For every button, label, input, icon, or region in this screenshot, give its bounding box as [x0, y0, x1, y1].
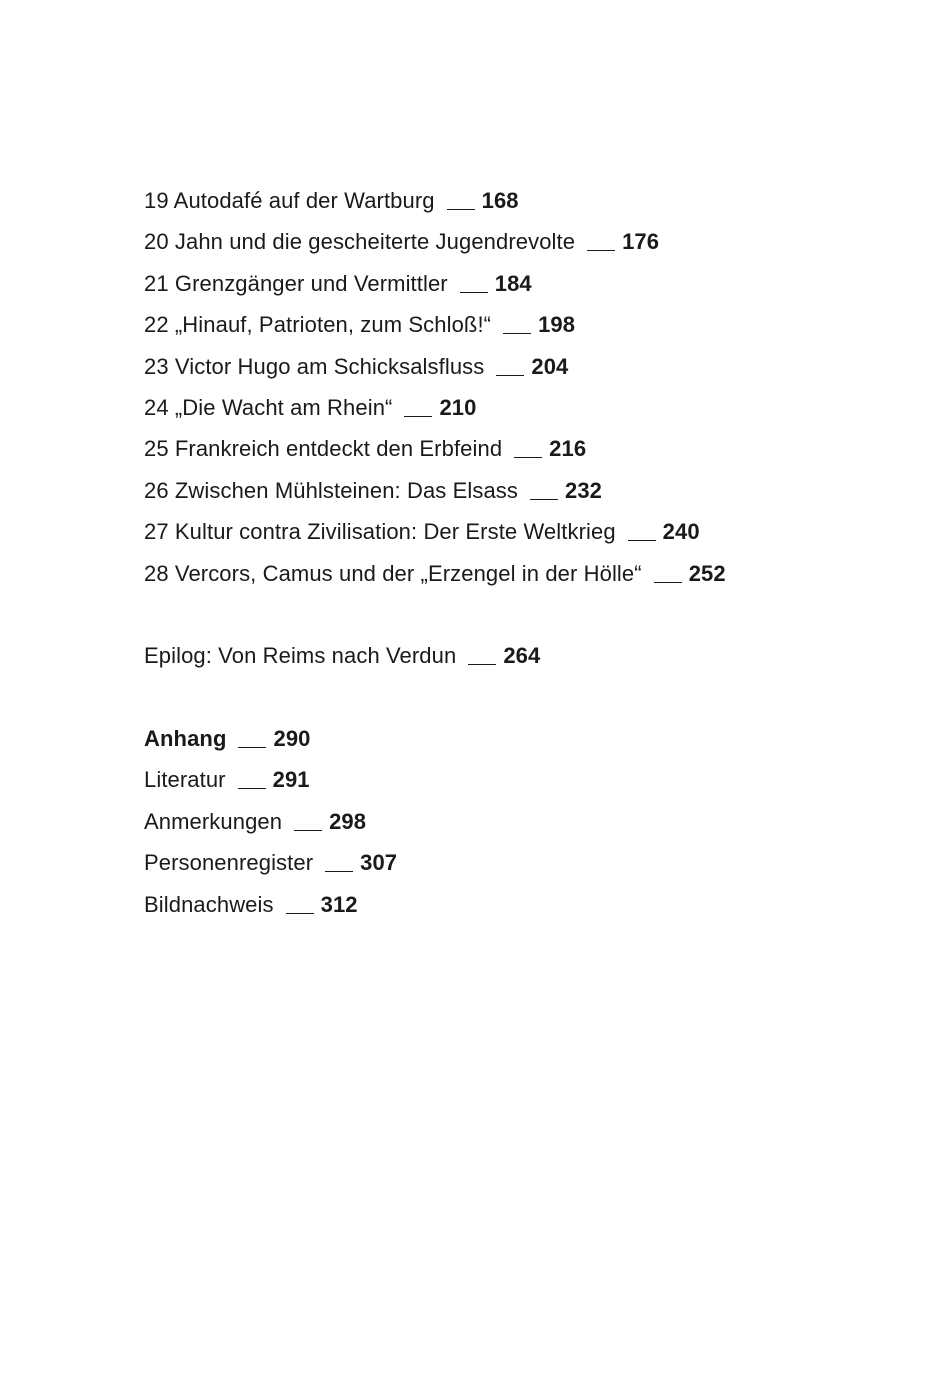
- toc-entry-chapter-22: [144, 307, 904, 348]
- leader-line: [587, 248, 615, 251]
- toc-entry-anmerkungen: [144, 804, 904, 845]
- toc-entry-anhang: [144, 721, 904, 762]
- leader-line: [286, 911, 314, 914]
- toc-entry-chapter-25: [144, 431, 904, 472]
- toc-entry-title: Anmerkungen: [144, 808, 283, 834]
- toc-entry-chapter-28: [144, 556, 904, 597]
- toc-entry-page: 216: [549, 436, 587, 462]
- toc-entry-title: 27 Kultur contra Zivilisation: Der Erste Weltkrieg: [144, 519, 616, 545]
- toc-entry-page: 240: [662, 519, 700, 545]
- toc-entry-title: 26 Zwischen Mühlsteinen: Das Elsass: [144, 477, 518, 503]
- toc-entry-title: Literatur: [144, 767, 226, 793]
- leader-line: [628, 538, 656, 541]
- toc-entry-title: 24 „Die Wacht am Rhein“: [144, 394, 393, 420]
- toc-entry-chapter-24: [144, 390, 904, 431]
- toc-entry-title: Bildnachweis: [144, 891, 274, 917]
- toc-entry-page: 290: [273, 726, 311, 752]
- toc-entry-page: 307: [360, 850, 398, 876]
- toc-section-heading: Anhang: [144, 726, 227, 752]
- toc-entry-epilog: [144, 638, 904, 679]
- toc-entry-page: 176: [622, 229, 660, 255]
- toc-entry-page: 184: [494, 270, 532, 296]
- leader-line: [294, 828, 322, 831]
- toc-entry-chapter-23: [144, 349, 904, 390]
- toc-entry-title: 19 Autodafé auf der Wartburg: [144, 188, 435, 213]
- toc-entry-chapter-21: [144, 266, 904, 307]
- toc-entry-title: 28 Vercors, Camus und der „Erzengel in der Hölle“: [144, 560, 642, 586]
- table-of-contents: [144, 183, 904, 928]
- toc-entry-title: Epilog: Von Reims nach Verdun: [144, 643, 457, 669]
- toc-entry-page: 264: [503, 643, 541, 669]
- toc-entry-personenregister: [144, 845, 904, 886]
- toc-entry-page: 168: [481, 188, 519, 213]
- leader-line: [654, 580, 682, 583]
- toc-entry-page: 204: [531, 353, 569, 379]
- toc-entry-bildnachweis: [144, 887, 904, 928]
- toc-entry-title: Personenregister: [144, 850, 314, 876]
- leader-line: [238, 786, 266, 789]
- leader-line: [503, 331, 531, 334]
- toc-entry-chapter-26: [144, 473, 904, 514]
- toc-entry-page: 198: [538, 312, 576, 338]
- toc-entry-title: 23 Victor Hugo am Schicksalsfluss: [144, 353, 485, 379]
- leader-line: [468, 662, 496, 665]
- leader-line: [460, 290, 488, 293]
- toc-entry-title: 22 „Hinauf, Patrioten, zum Schloß!“: [144, 312, 492, 338]
- toc-entry-page: 210: [439, 394, 477, 420]
- toc-entry-chapter-19: [144, 183, 904, 224]
- toc-entry-page: 232: [565, 477, 603, 503]
- toc-entry-title: 25 Frankreich entdeckt den Erbfeind: [144, 436, 503, 462]
- leader-line: [325, 869, 353, 872]
- toc-entry-page: 298: [329, 808, 367, 834]
- toc-entry-page: 252: [688, 560, 726, 586]
- toc-entry-chapter-20: [144, 224, 904, 265]
- toc-entry-page: 312: [320, 891, 358, 917]
- leader-line: [530, 497, 558, 500]
- leader-line: [404, 414, 432, 417]
- leader-line: [496, 373, 524, 376]
- leader-line: [447, 207, 475, 210]
- leader-line: [238, 745, 266, 748]
- leader-line: [514, 455, 542, 458]
- toc-entry-title: 20 Jahn und die gescheiterte Jugendrevolte: [144, 229, 576, 255]
- toc-entry-literatur: [144, 762, 904, 803]
- toc-entry-title: 21 Grenzgänger und Vermittler: [144, 270, 448, 296]
- toc-entry-chapter-27: [144, 514, 904, 555]
- toc-entry-page: 291: [272, 767, 310, 793]
